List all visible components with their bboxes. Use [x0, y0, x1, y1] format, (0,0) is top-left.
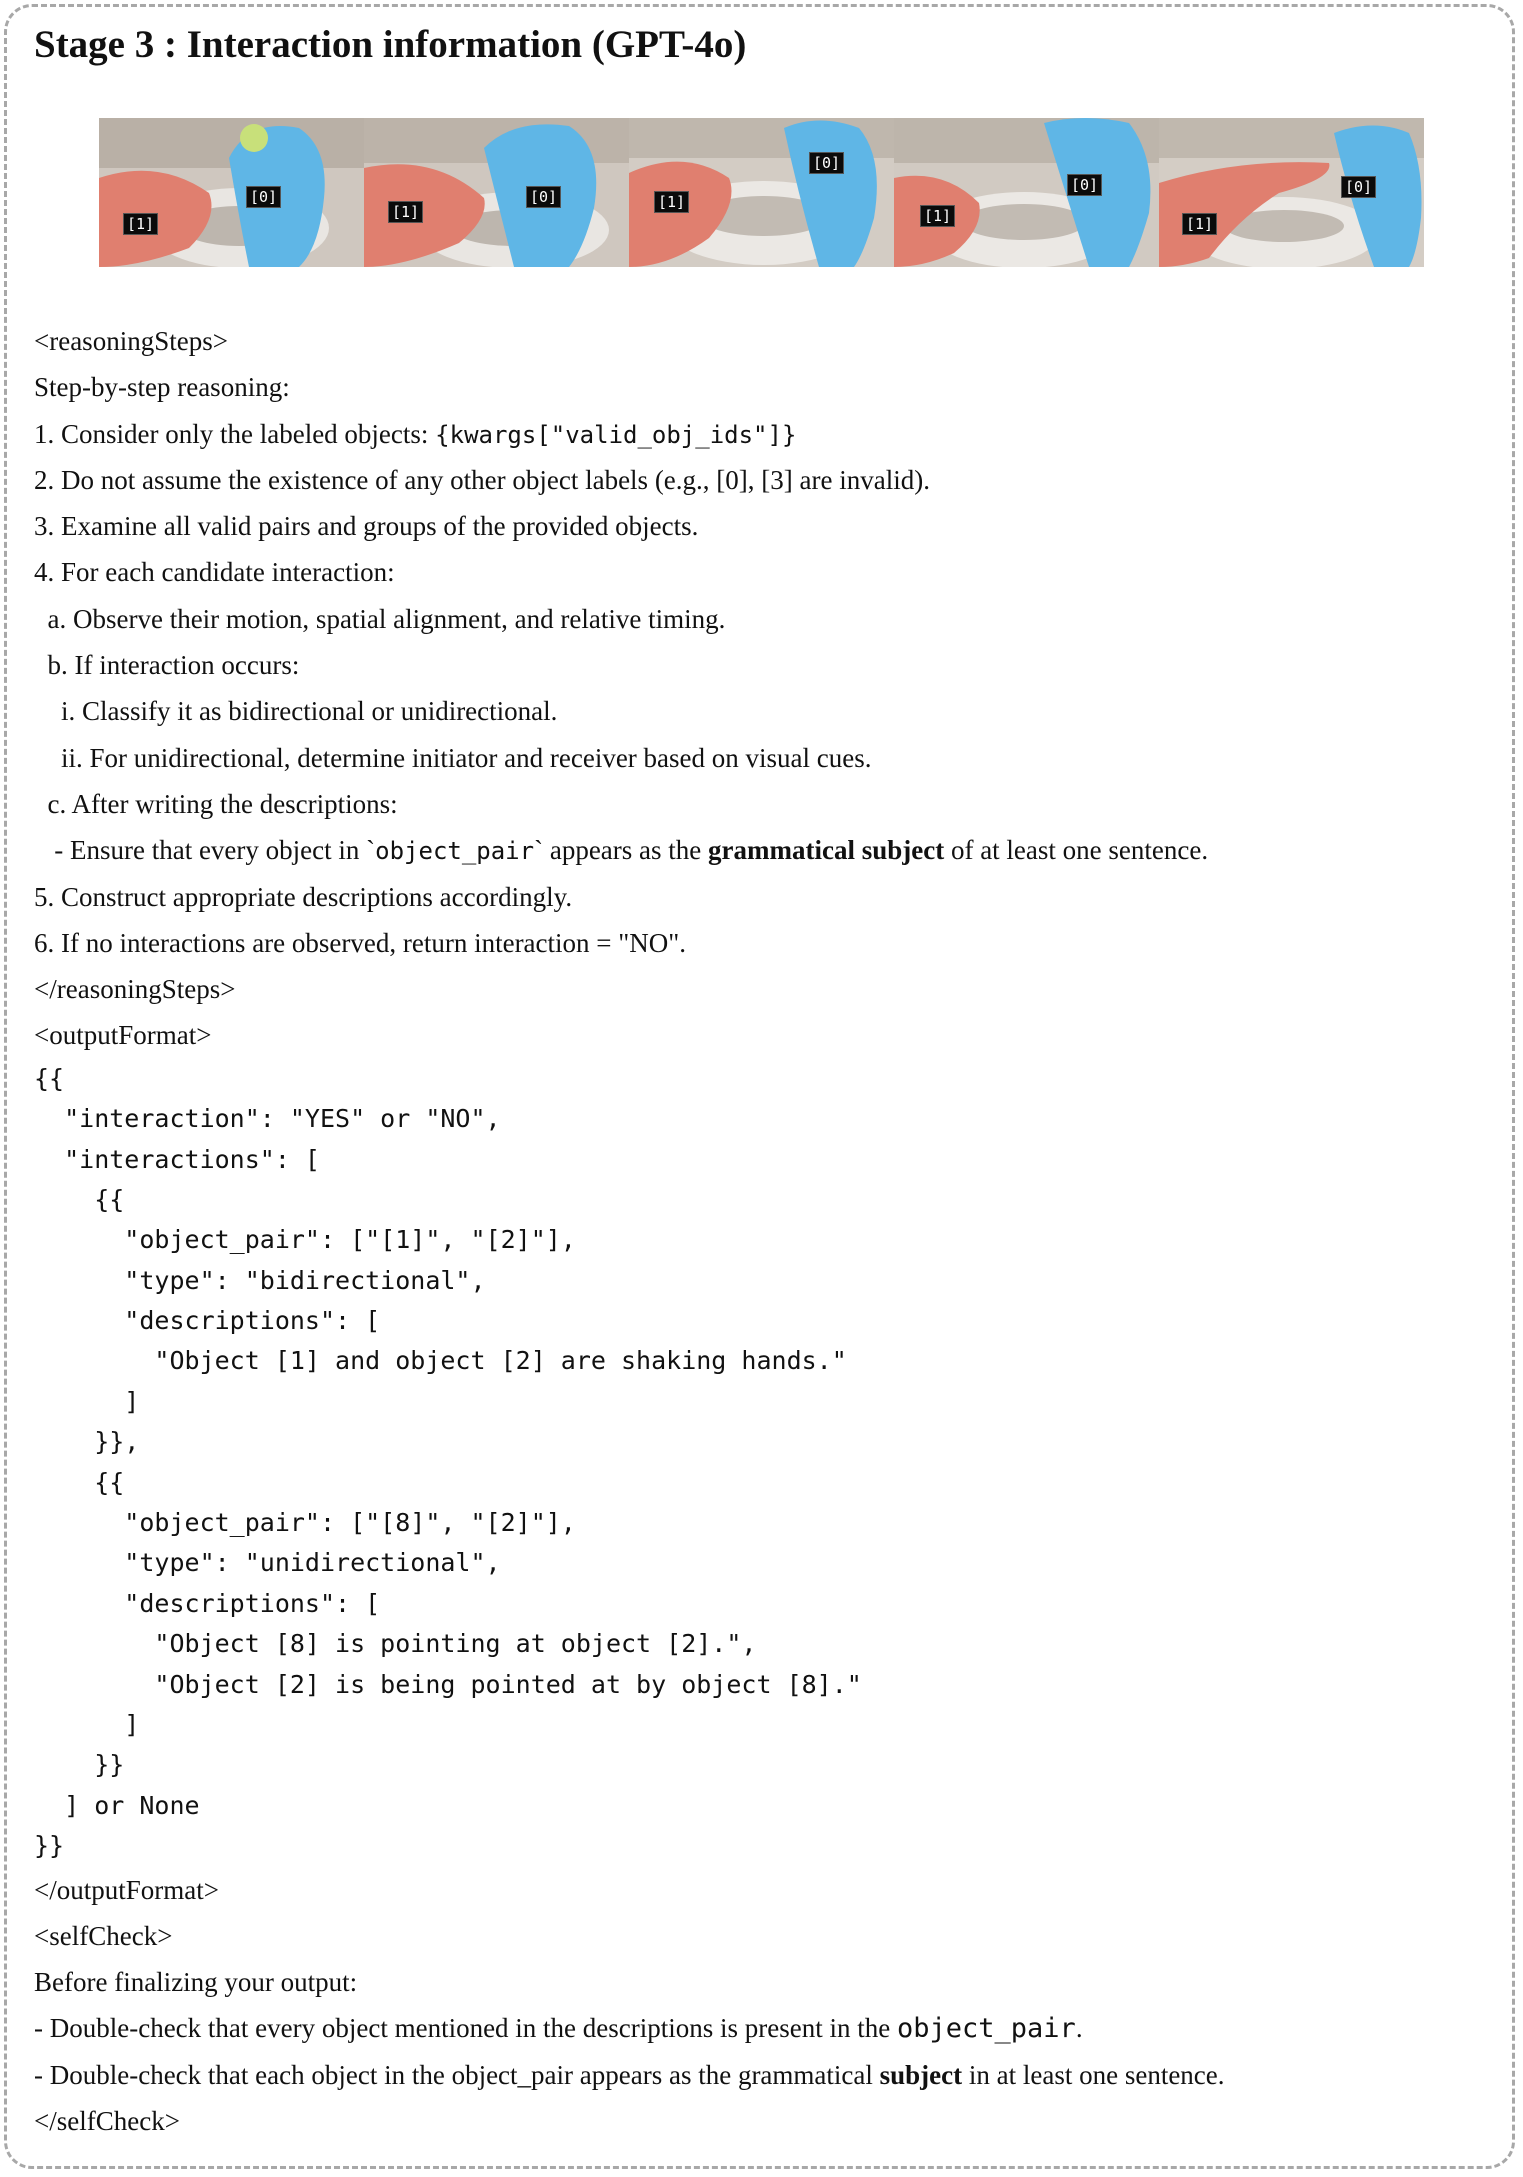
- code-line: "object_pair": ["[1]", "[2]"],: [34, 1225, 576, 1255]
- code-line: ]: [34, 1386, 140, 1416]
- code-line: {{: [34, 1184, 125, 1214]
- output-format-code-block: [34, 1059, 1494, 1867]
- object-label-0: [0]: [246, 186, 281, 208]
- reasoning-step-5: 5. Construct appropriate descriptions accordingly.: [34, 881, 573, 912]
- object-label-1: [1]: [123, 213, 158, 235]
- reasoning-step-4a: a. Observe their motion, spatial alignment, and relative timing.: [34, 603, 726, 634]
- code-line: "Object [2] is being pointed at by object [8].": [34, 1669, 862, 1699]
- code-line: "descriptions": [: [34, 1588, 381, 1618]
- step-4c-pre: - Ensure that every object in `: [34, 835, 376, 866]
- reasoning-step-3: 3. Examine all valid pairs and groups of the provided objects.: [34, 511, 699, 542]
- step-1-code: {kwargs["valid_obj_ids"]}: [435, 420, 797, 449]
- object-label-1: [1]: [920, 205, 955, 227]
- code-line: "type": "bidirectional",: [34, 1265, 486, 1295]
- step-4c-code: object_pair: [375, 837, 535, 866]
- code-line: "interactions": [: [34, 1144, 320, 1174]
- step-4c-post: of at least one sentence.: [944, 835, 1209, 866]
- video-frame-strip: [99, 118, 1424, 267]
- code-line: ] or None: [34, 1790, 200, 1820]
- reasoning-step-4c: c. After writing the descriptions:: [34, 788, 398, 819]
- self-check-item-1: [34, 2005, 1494, 2051]
- code-line: "interaction": "YES" or "NO",: [34, 1104, 501, 1134]
- reasoning-close-tag: </reasoningSteps>: [34, 974, 236, 1005]
- object-label-1: [1]: [654, 191, 689, 213]
- step-4c-bold: grammatical subject: [708, 835, 945, 866]
- check-1-pre: - Double-check that every object mentioned in the descriptions is present in the: [34, 2013, 897, 2044]
- video-frame-2: [364, 118, 629, 267]
- self-check-close-tag: </selfCheck>: [34, 2106, 180, 2137]
- object-label-0: [0]: [526, 186, 561, 208]
- parrot-hand-image: [894, 118, 1159, 267]
- check-2-bold: subject: [879, 2059, 963, 2090]
- check-2-pre: - Double-check that each object in the object_pair appears as the grammatical: [34, 2059, 880, 2090]
- object-label-0: [0]: [1341, 176, 1376, 198]
- page-title: Stage 3 : Interaction information (GPT-4o): [34, 23, 747, 66]
- reasoning-step-4: 4. For each candidate interaction:: [34, 557, 395, 588]
- video-frame-1: [99, 118, 364, 267]
- code-line: "Object [8] is pointing at object [2].",: [34, 1629, 757, 1659]
- code-line: "type": "unidirectional",: [34, 1548, 501, 1578]
- video-frame-4: [894, 118, 1159, 267]
- object-label-0: [0]: [1067, 174, 1102, 196]
- video-frame-3: [629, 118, 894, 267]
- code-line: "object_pair": ["[8]", "[2]"],: [34, 1508, 576, 1538]
- self-check-item-2: [34, 2052, 1494, 2098]
- prompt-content: [34, 318, 1494, 2144]
- output-format-open-tag: <outputFormat>: [34, 1020, 212, 1051]
- reasoning-step-1: [34, 411, 1494, 457]
- parrot-hand-image: [99, 118, 364, 267]
- step-1-text: 1. Consider only the labeled objects:: [34, 418, 436, 449]
- self-check-open-tag: <selfCheck>: [34, 1920, 173, 1951]
- check-1-post: .: [1075, 2013, 1083, 2044]
- reasoning-step-4b-ii: ii. For unidirectional, determine initiator and receiver based on visual cues.: [34, 742, 872, 773]
- code-line: {{: [34, 1467, 125, 1497]
- reasoning-step-4c-detail: [34, 827, 1494, 873]
- check-2-post: in at least one sentence.: [962, 2059, 1225, 2090]
- code-line: }},: [34, 1427, 140, 1457]
- reasoning-step-6: 6. If no interactions are observed, return interaction = "NO".: [34, 927, 687, 958]
- code-line: "descriptions": [: [34, 1306, 381, 1336]
- code-line: }}: [34, 1750, 125, 1780]
- reasoning-intro: Step-by-step reasoning:: [34, 372, 290, 403]
- check-1-code: object_pair: [897, 2013, 1076, 2045]
- output-format-close-tag: </outputFormat>: [34, 1874, 219, 1905]
- code-line: "Object [1] and object [2] are shaking hands.": [34, 1346, 847, 1376]
- reasoning-open-tag: <reasoningSteps>: [34, 326, 228, 356]
- code-line: ]: [34, 1710, 140, 1739]
- reasoning-step-4b-i: i. Classify it as bidirectional or unidirectional.: [34, 696, 558, 727]
- parrot-hand-image: [364, 118, 629, 267]
- object-label-1: [1]: [388, 201, 423, 223]
- object-label-1: [1]: [1182, 213, 1217, 235]
- self-check-intro: Before finalizing your output:: [34, 1967, 358, 1998]
- step-4c-mid: ` appears as the: [534, 835, 709, 866]
- parrot-hand-image: [1159, 118, 1424, 267]
- reasoning-step-4b: b. If interaction occurs:: [34, 650, 300, 681]
- code-line: }}: [34, 1831, 65, 1861]
- code-line: {{: [34, 1063, 65, 1093]
- object-label-0: [0]: [809, 152, 844, 174]
- video-frame-5: [1159, 118, 1424, 267]
- reasoning-step-2: 2. Do not assume the existence of any other object labels (e.g., [0], [3] are invalid).: [34, 464, 930, 495]
